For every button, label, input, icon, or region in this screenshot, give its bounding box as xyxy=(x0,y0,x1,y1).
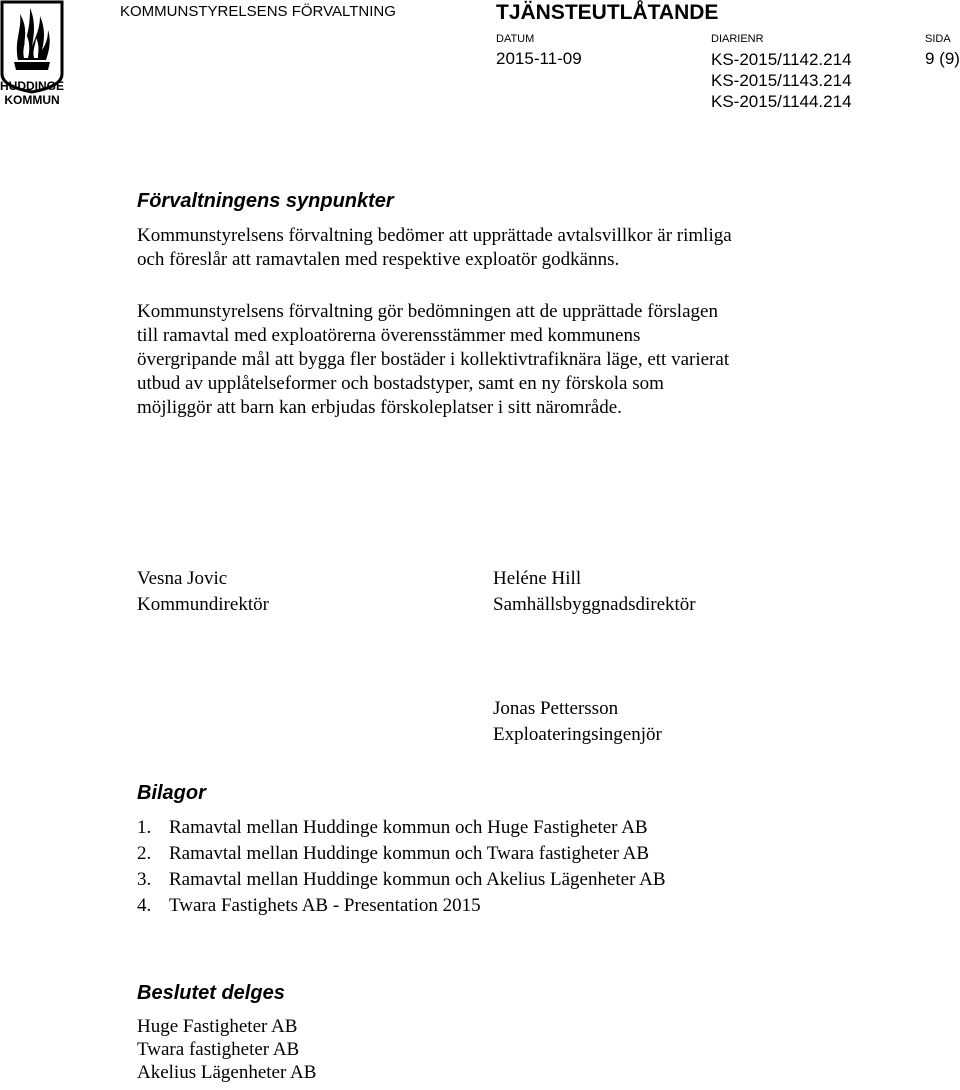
signature-title: Exploateringsingenjör xyxy=(493,724,662,745)
label-sida: SIDA xyxy=(925,33,951,45)
paragraph-line: övergripande mål att bygga fler bostäder i kollektivtrafiknära läge, ett varierat xyxy=(137,349,730,370)
huddinge-kommun-logo xyxy=(0,0,64,108)
signature-block xyxy=(493,698,662,746)
signature-name: Heléne Hill xyxy=(493,568,582,589)
attachment-item xyxy=(137,893,666,919)
attachment-number: 3. xyxy=(137,869,152,890)
attachment-item xyxy=(137,841,666,867)
paragraph-line: Kommunstyrelsens förvaltning gör bedömningen att de upprättade förslagen xyxy=(137,301,718,322)
paragraph-line: till ramavtal med exploatörerna överensstämmer med kommunens xyxy=(137,325,641,346)
paragraph-2 xyxy=(137,300,927,420)
signature-title: Kommundirektör xyxy=(137,594,269,615)
paragraph-line: utbud av upplåtelseformer och bostadstyper, samt en ny förskola som xyxy=(137,373,664,394)
paragraph-1 xyxy=(137,224,927,272)
paragraph-line: och föreslår att ramavtalen med respektive exploatör godkänns. xyxy=(137,249,620,270)
attachment-text: Ramavtal mellan Huddinge kommun och Huge Fastigheter AB xyxy=(169,817,648,838)
label-diarienr: DIARIENR xyxy=(711,33,764,45)
attachment-number: 2. xyxy=(137,843,152,864)
section-heading-beslutet-delges: Beslutet delges xyxy=(137,982,285,1004)
paragraph-line: möjliggör att barn kan erbjudas förskoleplatser i sitt närområde. xyxy=(137,397,622,418)
label-datum: DATUM xyxy=(496,33,535,45)
diarienr-item: KS-2015/1144.214 xyxy=(711,92,852,111)
logo-text-1: HUDDINGE xyxy=(0,79,64,93)
attachment-item xyxy=(137,815,666,841)
signature-title: Samhällsbyggnadsdirektör xyxy=(493,594,696,615)
signature-name: Jonas Pettersson xyxy=(493,698,619,719)
attachment-number: 1. xyxy=(137,817,152,838)
diarienr-item: KS-2015/1143.214 xyxy=(711,71,852,90)
distribution-list xyxy=(137,1015,316,1084)
attachment-item xyxy=(137,867,666,893)
paragraph-line: Kommunstyrelsens förvaltning bedömer att upprättade avtalsvillkor är rimliga xyxy=(137,225,732,246)
distribution-item: Twara fastigheter AB xyxy=(137,1039,300,1060)
org-name: KOMMUNSTYRELSENS FÖRVALTNING xyxy=(120,3,396,20)
logo-text-2: KOMMUN xyxy=(4,93,60,107)
doc-type: TJÄNSTEUTLÅTANDE xyxy=(496,1,719,24)
value-datum: 2015-11-09 xyxy=(496,49,582,68)
value-sida: 9 (9) xyxy=(925,49,960,68)
attachment-text: Twara Fastighets AB - Presentation 2015 xyxy=(169,895,481,916)
section-heading-synpunkter: Förvaltningens synpunkter xyxy=(137,190,394,212)
attachment-list xyxy=(137,815,666,919)
attachment-number: 4. xyxy=(137,895,152,916)
section-heading-bilagor: Bilagor xyxy=(137,782,206,804)
distribution-item: Huge Fastigheter AB xyxy=(137,1016,298,1037)
distribution-item: Akelius Lägenheter AB xyxy=(137,1062,317,1083)
signature-block xyxy=(137,568,269,616)
diarienr-item: KS-2015/1142.214 xyxy=(711,50,852,69)
attachment-text: Ramavtal mellan Huddinge kommun och Akelius Lägenheter AB xyxy=(169,869,666,890)
signature-name: Vesna Jovic xyxy=(137,568,228,589)
diarienr-list xyxy=(711,49,852,112)
signature-block xyxy=(493,568,696,616)
attachment-text: Ramavtal mellan Huddinge kommun och Twara fastigheter AB xyxy=(169,843,650,864)
